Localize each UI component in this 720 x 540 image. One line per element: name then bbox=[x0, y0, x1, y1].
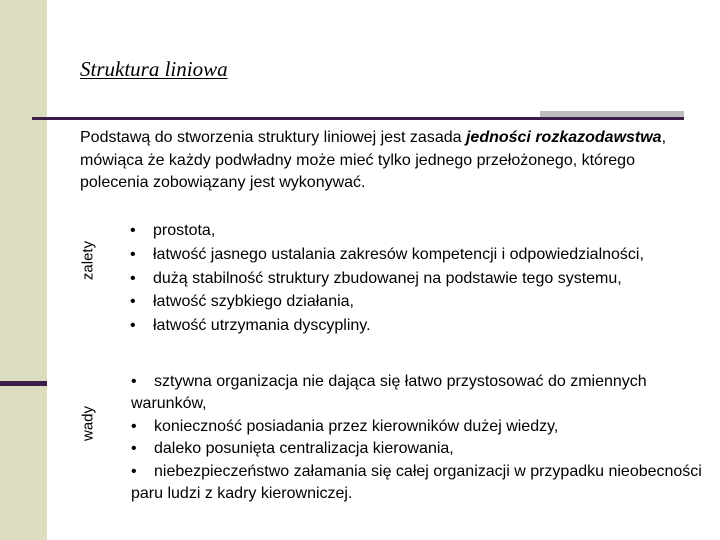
bullet-icon: • bbox=[130, 317, 136, 335]
intro-text-start: Podstawą do stworzenia struktury liniowej jest zasada bbox=[80, 129, 466, 146]
intro-text-end: , mówiąca że każdy podwładny może mieć tylko jednego przełożonego, którego polecenia zobowiązany jest wykonywać. bbox=[80, 129, 667, 191]
list-item-text: dużą stabilność struktury zbudowanej na podstawie tego systemu, bbox=[153, 269, 622, 287]
list-item bbox=[130, 267, 720, 291]
list-item bbox=[130, 314, 720, 338]
list-item bbox=[130, 290, 720, 314]
intro-emphasis: jedności rozkazodawstwa bbox=[465, 129, 662, 146]
sidebar-accent-bar bbox=[0, 381, 47, 386]
list-item-text: łatwość jasnego ustalania zakresów kompetencji i odpowiedzialności, bbox=[153, 245, 644, 263]
list-item-text: łatwość szybkiego działania, bbox=[153, 293, 354, 311]
list-item-text: konieczność posiadania przez kierowników dużej wiedzy, bbox=[154, 417, 559, 435]
list-item-text: niebezpieczeństwo załamania się całej organizacji w przypadku nieobecności paru ludzi z kadry kierowniczej. bbox=[131, 462, 702, 503]
bullet-icon: • bbox=[131, 373, 137, 390]
slide-title: Struktura liniowa bbox=[80, 57, 228, 81]
advantages-label: zalety bbox=[79, 240, 97, 281]
bullet-icon: • bbox=[131, 462, 137, 480]
list-item-text: sztywna organizacja nie dająca się łatwo przystosować do zmiennych warunków, bbox=[131, 373, 647, 413]
list-item bbox=[130, 243, 720, 267]
bullet-icon: • bbox=[131, 417, 137, 435]
intro-paragraph bbox=[80, 127, 700, 195]
bullet-icon: • bbox=[130, 245, 136, 263]
list-item-text: łatwość utrzymania dyscypliny. bbox=[153, 317, 371, 335]
list-item-text: daleko posunięta centralizacja kierowania, bbox=[154, 440, 454, 458]
sidebar-band bbox=[0, 0, 47, 540]
list-item-text: prostota, bbox=[153, 222, 216, 239]
title-rule bbox=[32, 117, 684, 120]
list-item bbox=[130, 219, 720, 243]
bullet-icon: • bbox=[131, 440, 137, 458]
bullet-icon: • bbox=[130, 269, 136, 287]
bullet-icon: • bbox=[130, 293, 136, 311]
bullet-icon: • bbox=[130, 222, 136, 239]
disadvantages-list bbox=[131, 371, 716, 505]
disadvantages-label: wady bbox=[79, 405, 97, 442]
advantages-list bbox=[130, 219, 720, 338]
